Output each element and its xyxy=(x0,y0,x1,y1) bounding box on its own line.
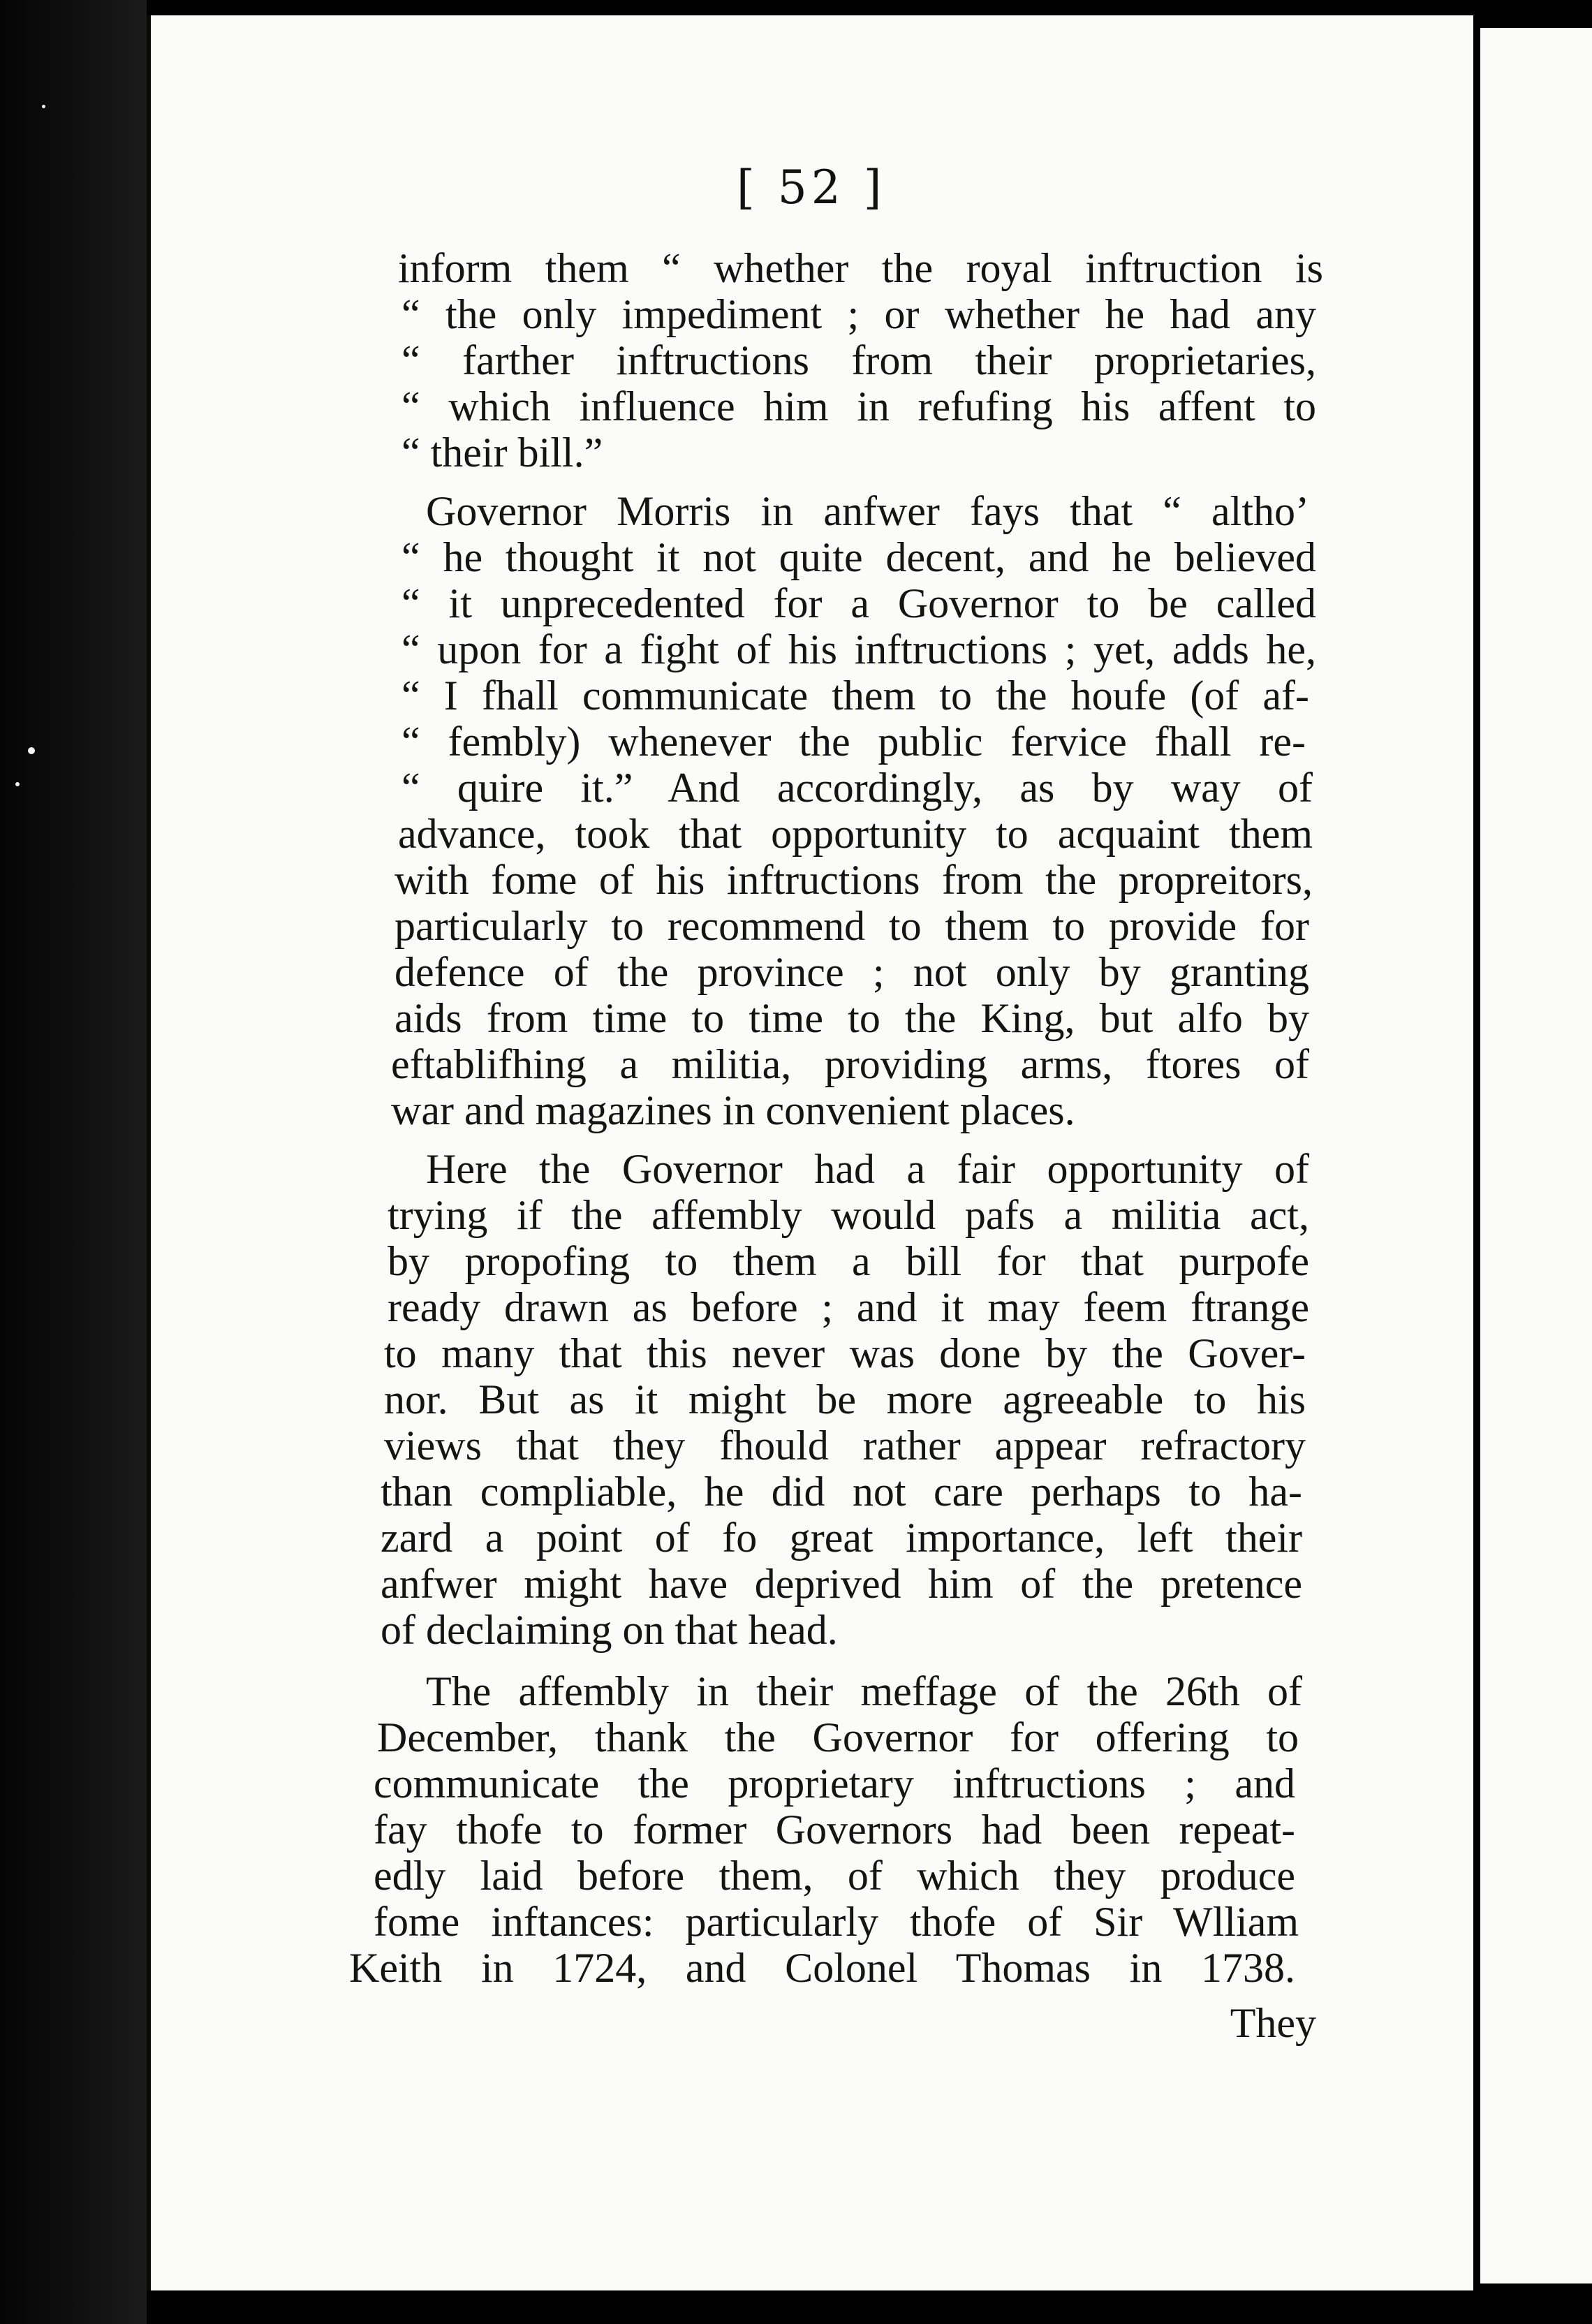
text-line: “ it unprecedented for a Governor to be called xyxy=(401,580,1316,626)
text-line: than compliable, he did not care perhaps to ha- xyxy=(381,1469,1302,1515)
text-line: zard a point of fo great importance, left their xyxy=(381,1515,1302,1561)
text-line: “ their bill.” xyxy=(401,429,603,476)
text-line: communicate the proprietary inftructions ; and xyxy=(374,1760,1295,1807)
text-line: aids from time to time to the King, but alfo by xyxy=(395,995,1309,1041)
text-line: with fome of his inftructions from the propreitors, xyxy=(395,857,1313,903)
text-line: “ upon for a fight of his inftructions ; yet, adds he, xyxy=(401,626,1316,672)
text-line: “ he thought it not quite decent, and he believed xyxy=(401,534,1316,580)
text-line: particularly to recommend to them to provide for xyxy=(395,903,1309,949)
scan-speck xyxy=(15,782,20,786)
text-line: nor. But as it might be more agreeable to his xyxy=(384,1376,1306,1422)
text-line: “ farther inftructions from their proprietaries, xyxy=(401,337,1316,383)
text-line: eftablifhing a militia, providing arms, ftores of xyxy=(391,1041,1309,1087)
text-line: Keith in 1724, and Colonel Thomas in 1738. xyxy=(349,1945,1295,1991)
book-gutter xyxy=(0,0,147,2324)
text-line: trying if the affembly would pafs a militia act, xyxy=(388,1192,1309,1238)
text-line: “ I fhall communicate them to the houfe (of af- xyxy=(401,672,1309,719)
catchword: They xyxy=(1230,2000,1316,2046)
scan-speck xyxy=(42,105,45,108)
text-line: “ the only impediment ; or whether he had any xyxy=(401,291,1316,337)
text-line: views that they fhould rather appear refractory xyxy=(384,1422,1306,1469)
next-page-edge xyxy=(1480,28,1592,2283)
text-line: December, thank the Governor for offering to xyxy=(377,1714,1299,1760)
text-line: fome inftances: particularly thofe of Sir Wlliam xyxy=(374,1899,1299,1945)
text-line: anfwer might have deprived him of the pretence xyxy=(381,1561,1302,1607)
text-line: Here the Governor had a fair opportunity of xyxy=(426,1146,1309,1192)
text-line: “ quire it.” And accordingly, as by way of xyxy=(401,765,1313,811)
text-line: advance, took that opportunity to acquaint them xyxy=(398,811,1313,857)
text-line: “ which influence him in refufing his affent to xyxy=(401,383,1316,429)
text-line: Governor Morris in anfwer fays that “ altho’ xyxy=(426,488,1309,534)
text-line: fay thofe to former Governors had been repeat- xyxy=(374,1807,1295,1853)
scan-speck xyxy=(28,747,35,754)
text-line: inform them “ whether the royal inftruction is xyxy=(398,245,1323,291)
text-line: of declaiming on that head. xyxy=(381,1607,838,1653)
text-line: defence of the province ; not only by granting xyxy=(395,949,1309,995)
text-line: edly laid before them, of which they produce xyxy=(374,1853,1295,1899)
page-number-header: [ 52 ] xyxy=(737,161,886,214)
text-line: “ fembly) whenever the public fervice fhall re- xyxy=(401,719,1306,765)
text-line: The affembly in their meffage of the 26th of xyxy=(426,1668,1302,1714)
text-line: by propofing to them a bill for that purpofe xyxy=(388,1238,1309,1284)
text-line: to many that this never was done by the Gover- xyxy=(384,1330,1306,1376)
text-line: ready drawn as before ; and it may feem ftrange xyxy=(388,1284,1309,1330)
text-line: war and magazines in convenient places. xyxy=(391,1087,1075,1133)
